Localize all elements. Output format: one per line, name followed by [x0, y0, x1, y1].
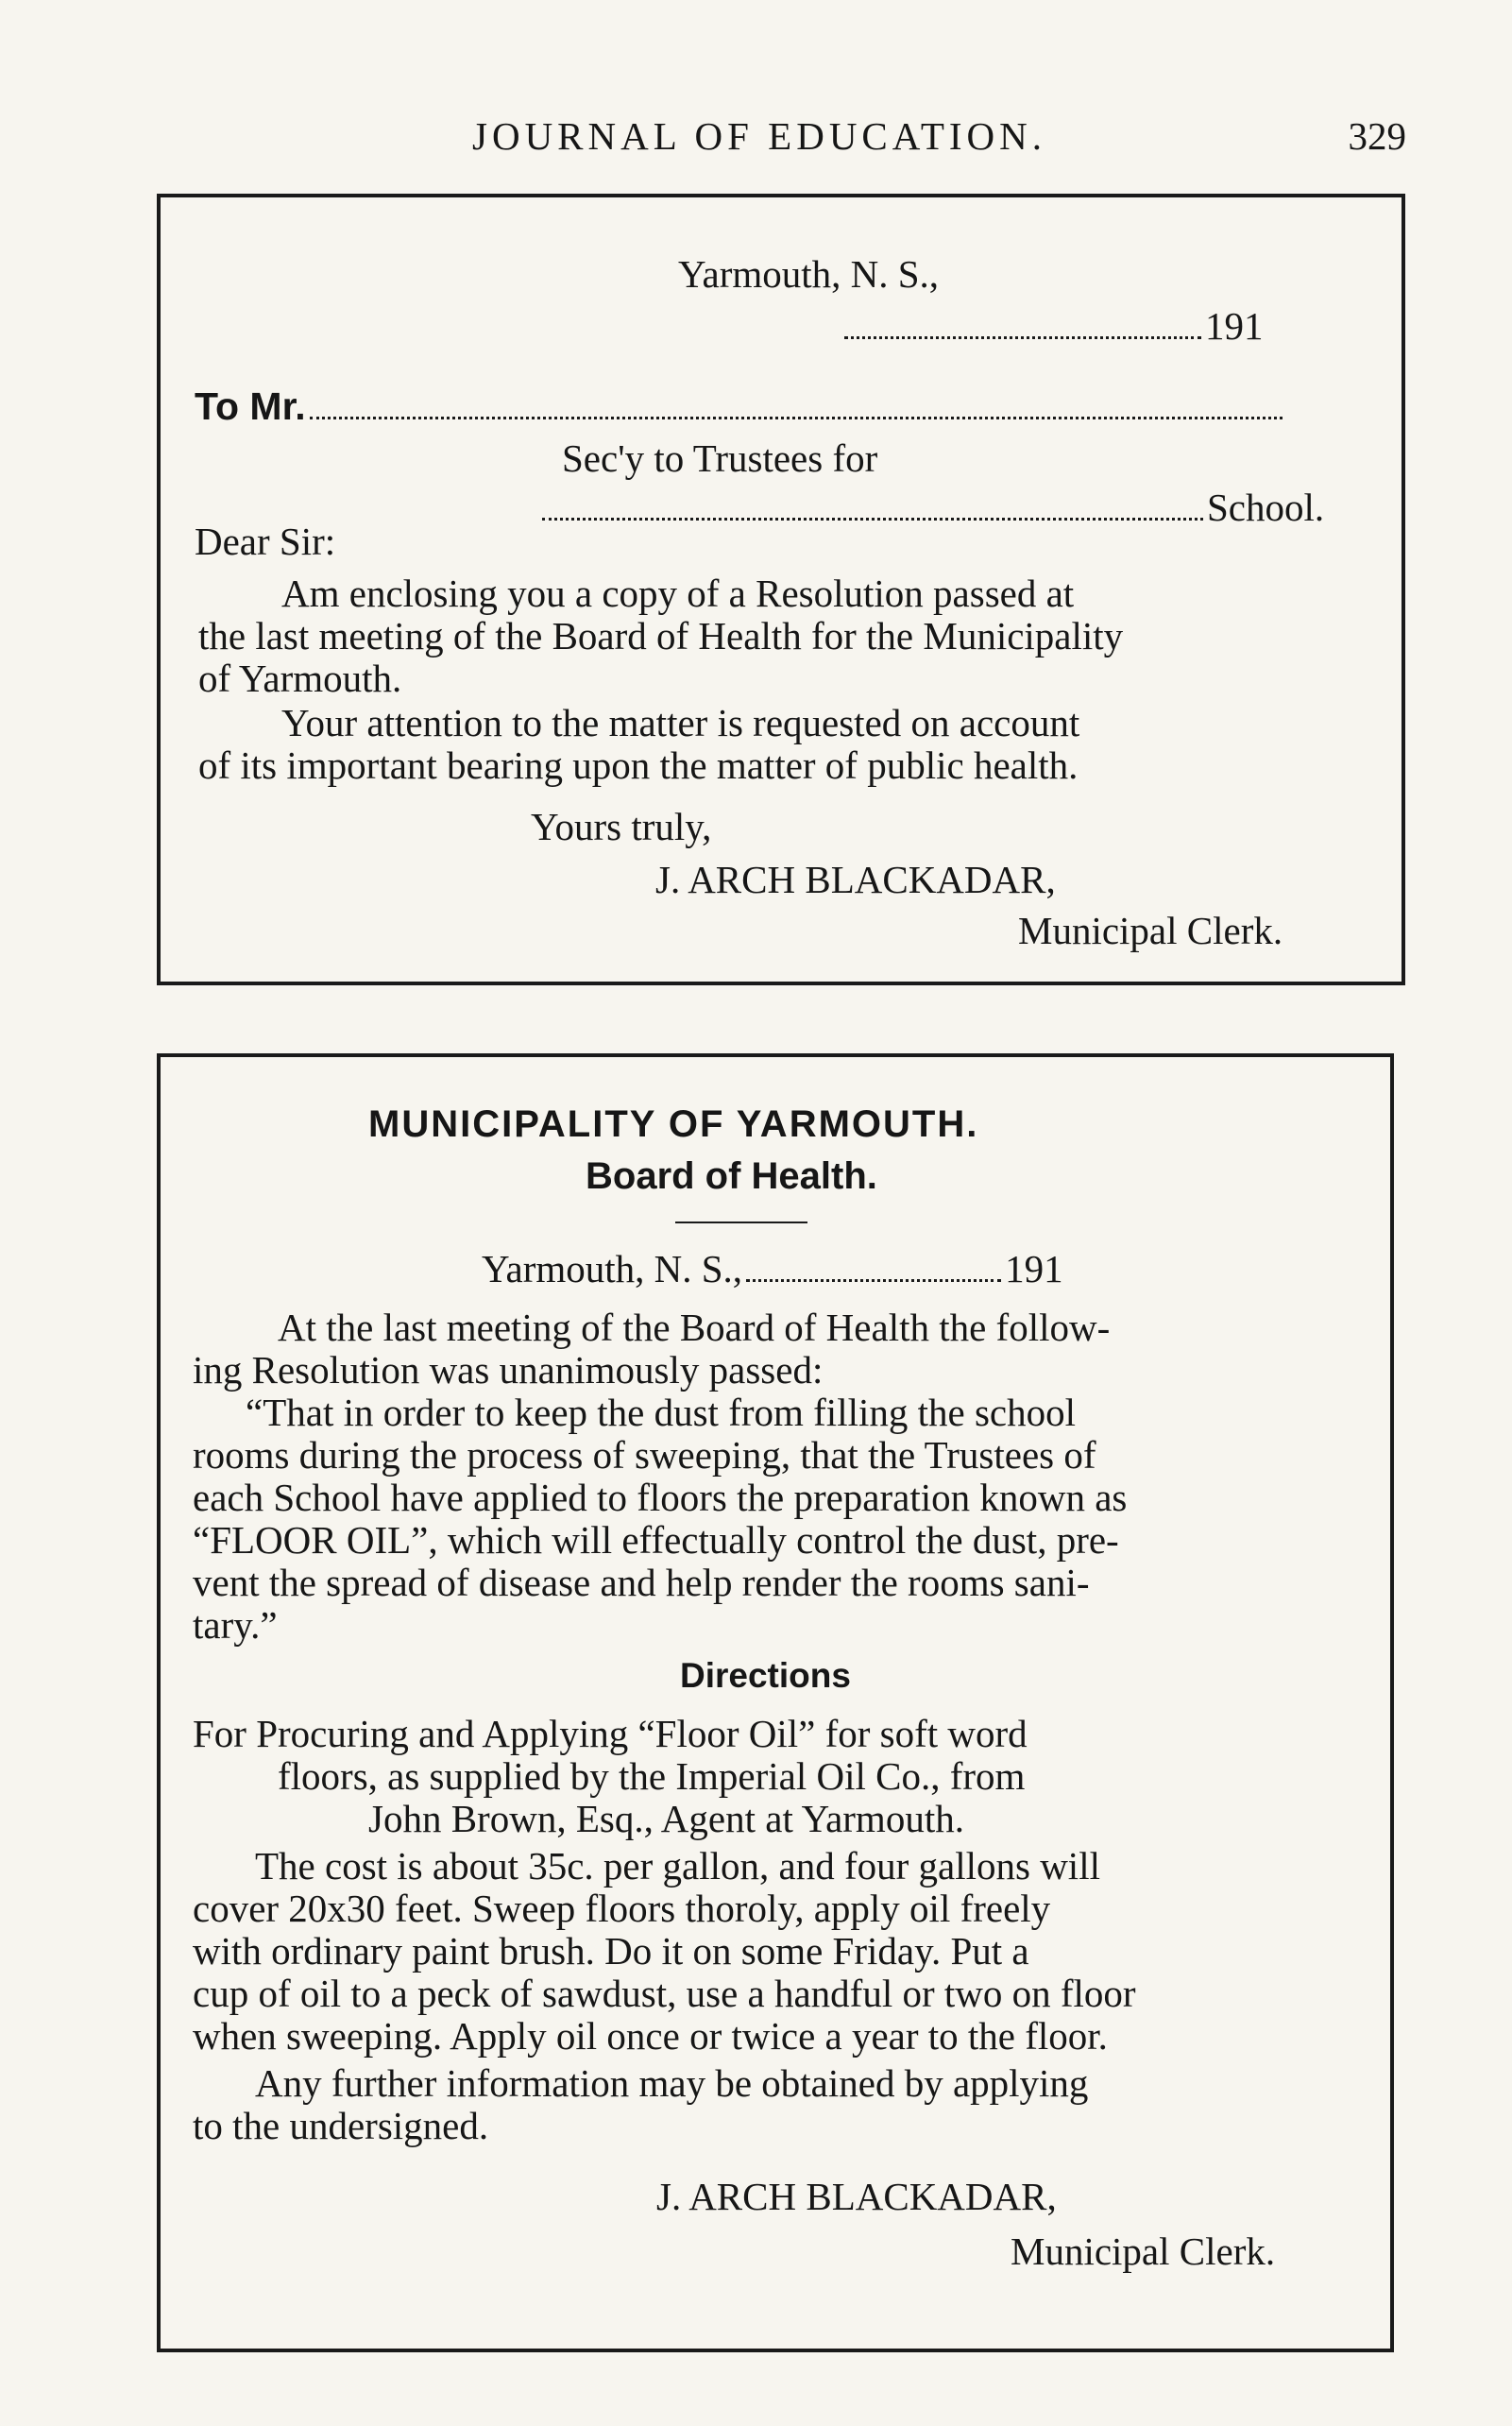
letter-form — [157, 194, 1405, 985]
resolution-line: rooms during the process of sweeping, that the Trustees of — [193, 1433, 1096, 1477]
signer-title: Municipal Clerk. — [1018, 909, 1283, 952]
name-blank — [310, 417, 1283, 419]
directions-body-line: when sweeping. Apply oil once or twice a year to the floor. — [193, 2014, 1108, 2058]
page-header — [0, 113, 1512, 170]
notice-date-line — [482, 1247, 1063, 1290]
letter-place: Yarmouth, N. S., — [678, 252, 940, 296]
closing: Yours truly, — [531, 805, 712, 848]
bottom-rule — [157, 2349, 1394, 2352]
further-info-line: Any further information may be obtained by applying — [255, 2061, 1089, 2105]
intro-line: At the last meeting of the Board of Health the follow- — [278, 1306, 1111, 1349]
directions-body-line: cup of oil to a peck of sawdust, use a handful or two on floor — [193, 1972, 1136, 2015]
directions-body-line: The cost is about 35c. per gallon, and four gallons will — [255, 1844, 1100, 1888]
signer-name: J. ARCH BLACKADAR, — [656, 2175, 1057, 2218]
notice-subheading: Board of Health. — [586, 1155, 877, 1197]
signer-title: Municipal Clerk. — [1011, 2230, 1276, 2273]
signer-name: J. ARCH BLACKADAR, — [655, 858, 1056, 901]
further-info-line: to the undersigned. — [193, 2104, 489, 2147]
notice-year: 191 — [1005, 1247, 1063, 1290]
school-line — [538, 488, 1324, 527]
school-blank — [542, 518, 1203, 521]
date-blank — [746, 1279, 1001, 1282]
letter-to-line — [195, 384, 1286, 428]
paragraph1-line: the last meeting of the Board of Health for the Municipality — [198, 614, 1124, 658]
intro-line: ing Resolution was unanimously passed: — [193, 1348, 824, 1392]
directions-intro-line: floors, as supplied by the Imperial Oil Co., from — [278, 1754, 1026, 1798]
resolution-line: “That in order to keep the dust from filling the school — [246, 1391, 1076, 1434]
top-rule — [157, 194, 1405, 197]
directions-body-line: cover 20x30 feet. Sweep floors thoroly, apply oil freely — [193, 1887, 1051, 1930]
directions-intro-line: For Procuring and Applying “Floor Oil” for soft word — [193, 1712, 1028, 1755]
notice-place: Yarmouth, N. S., — [482, 1247, 743, 1290]
running-title: JOURNAL OF EDUCATION. — [472, 114, 1047, 158]
date-blank — [844, 336, 1201, 339]
letter-date-line — [841, 304, 1264, 348]
letter-year: 191 — [1205, 304, 1264, 348]
paragraph2-line: of its important bearing upon the matter of public health. — [198, 743, 1079, 787]
to-mr-label: To Mr. — [195, 384, 306, 428]
resolution-line: “FLOOR OIL”, which will effectually control the dust, pre- — [193, 1518, 1119, 1562]
bottom-rule — [157, 982, 1405, 985]
paragraph1-line: Am enclosing you a copy of a Resolution passed at — [281, 572, 1075, 615]
resolution-line: tary.” — [193, 1603, 278, 1647]
directions-intro-line: John Brown, Esq., Agent at Yarmouth. — [368, 1797, 964, 1840]
resolution-line: vent the spread of disease and help render the rooms sani- — [193, 1561, 1090, 1604]
secretary-line: Sec'y to Trustees for — [562, 436, 878, 480]
top-rule — [157, 1053, 1394, 1057]
divider — [675, 1222, 807, 1223]
directions-body-line: with ordinary paint brush. Do it on some Friday. Put a — [193, 1929, 1029, 1973]
board-of-health-notice — [157, 1053, 1394, 2352]
school-label: School. — [1207, 486, 1325, 529]
paragraph1-line: of Yarmouth. — [198, 657, 402, 700]
paragraph2-line: Your attention to the matter is requested on account — [281, 701, 1080, 744]
greeting: Dear Sir: — [195, 520, 336, 563]
notice-heading: MUNICIPALITY OF YARMOUTH. — [368, 1103, 979, 1145]
directions-heading: Directions — [680, 1656, 851, 1695]
resolution-line: each School have applied to floors the preparation known as — [193, 1476, 1128, 1519]
page-number: 329 — [1348, 114, 1406, 158]
